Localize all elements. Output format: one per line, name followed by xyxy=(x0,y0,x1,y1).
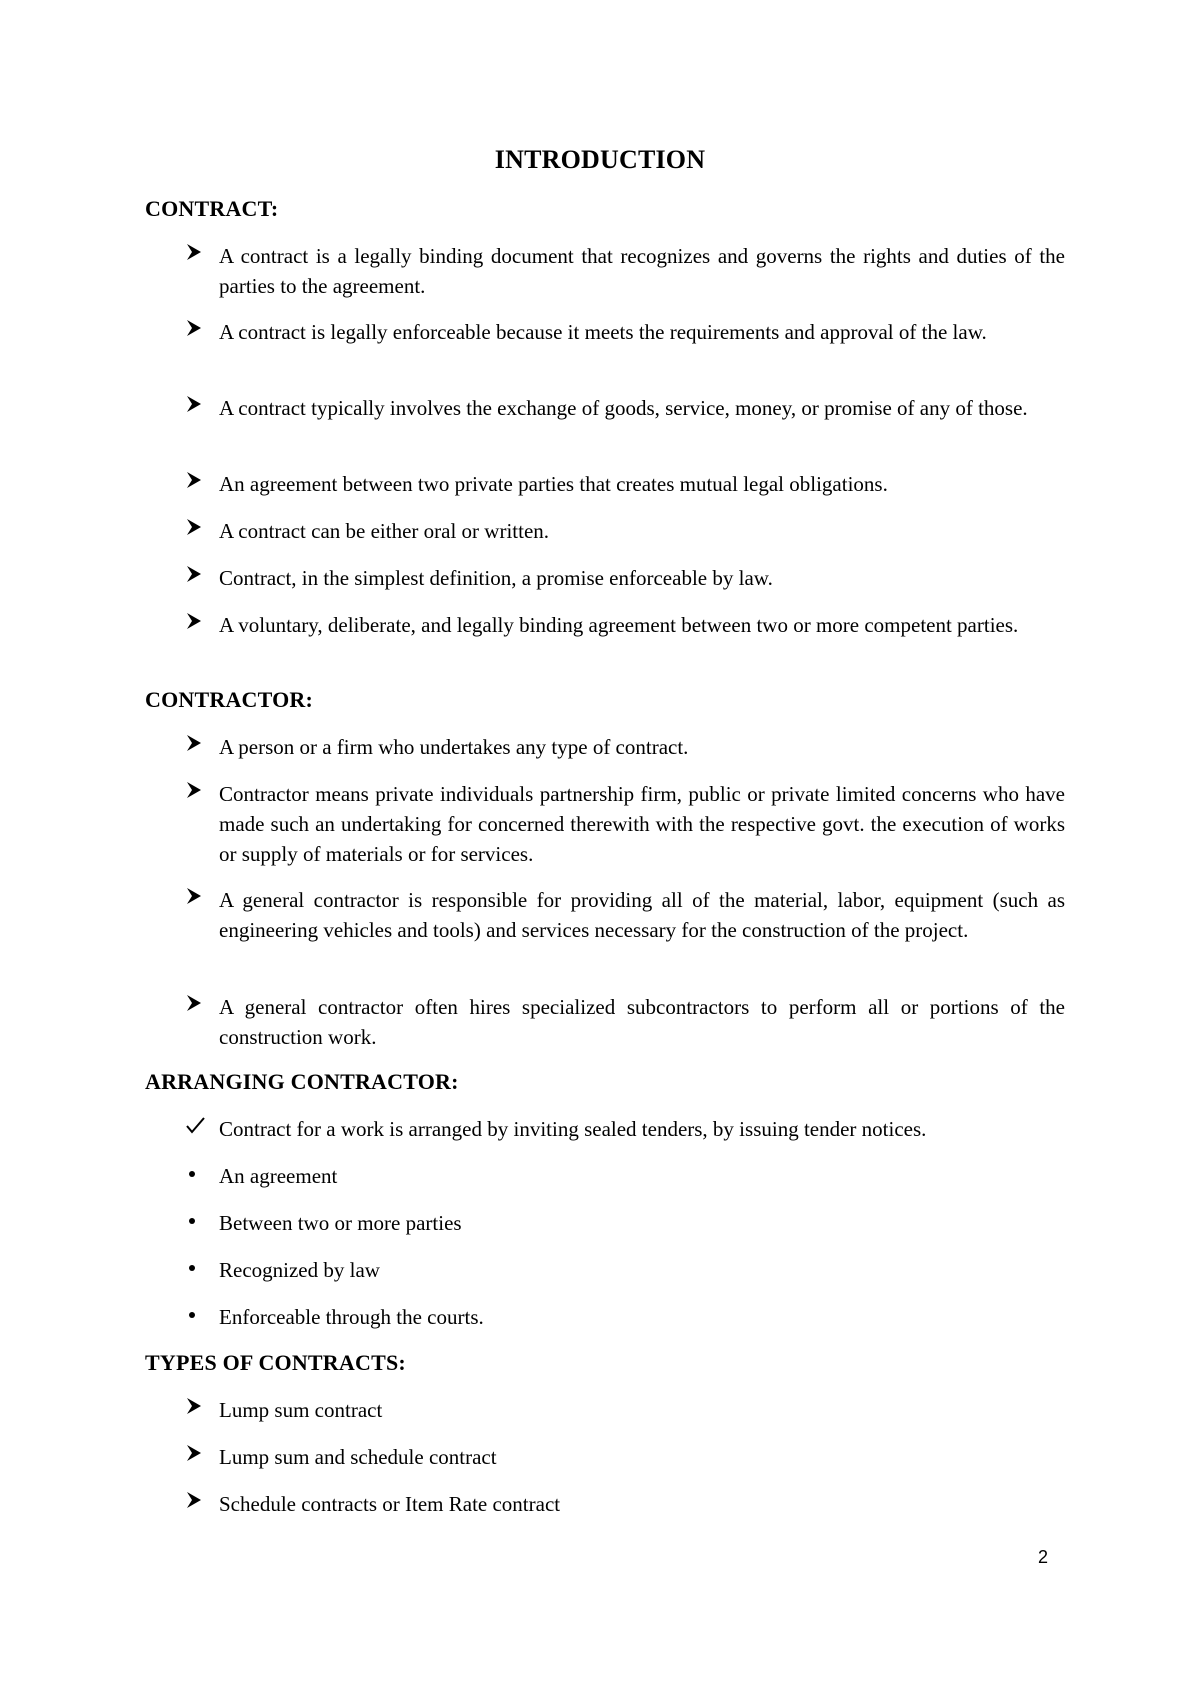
list-item xyxy=(185,1442,1065,1472)
list-item-text: An agreement between two private parties that creates mutual legal obligations. xyxy=(219,472,888,496)
list-item-text: An agreement xyxy=(219,1164,338,1188)
list-item xyxy=(185,779,1065,869)
list-item xyxy=(185,469,1065,499)
list-item-text: A contract can be either oral or written. xyxy=(219,519,550,543)
list-item xyxy=(185,732,1065,762)
arrow-bullet-icon xyxy=(185,469,219,499)
list-item-text: Contract, in the simplest definition, a promise enforceable by law. xyxy=(219,566,773,590)
dot-bullet-icon xyxy=(185,1302,219,1332)
list-item-text: A contract is legally enforceable because it meets the requirements and approval of the law. xyxy=(219,320,987,344)
arrow-bullet-icon xyxy=(185,1489,219,1519)
list-item-text: A general contractor is responsible for providing all of the material, labor, equipment (such as engineering vehicles and tools) and services necessary for the construction of the project. xyxy=(219,888,1065,942)
list-item-text: A general contractor often hires specialized subcontractors to perform all or portions of the construction work. xyxy=(219,995,1065,1049)
section-heading-types-of-contracts: TYPES OF CONTRACTS: xyxy=(145,1350,406,1375)
arrow-bullet-icon xyxy=(185,992,219,1022)
arrow-bullet-icon xyxy=(185,610,219,640)
list-item xyxy=(185,1395,1065,1425)
list-item xyxy=(185,1489,1065,1519)
list-item-text: Contract for a work is arranged by inviting sealed tenders, by issuing tender notices. xyxy=(219,1117,927,1141)
list-item-text: A voluntary, deliberate, and legally binding agreement between two or more competent parties. xyxy=(219,613,1019,637)
list-item xyxy=(185,1114,1065,1144)
list-item xyxy=(185,1255,1065,1285)
list-item-text: Lump sum contract xyxy=(219,1398,383,1422)
arrow-bullet-icon xyxy=(185,1395,219,1425)
arrow-bullet-icon xyxy=(185,779,219,809)
list-item xyxy=(185,1302,1065,1332)
list-item xyxy=(185,1208,1065,1238)
list-item-text: Recognized by law xyxy=(219,1258,380,1282)
list-item-text: Schedule contracts or Item Rate contract xyxy=(219,1492,561,1516)
list-item-text: Between two or more parties xyxy=(219,1211,462,1235)
dot-bullet-icon xyxy=(185,1161,219,1191)
list-item xyxy=(185,610,1065,640)
arrow-bullet-icon xyxy=(185,1442,219,1472)
arrow-bullet-icon xyxy=(185,732,219,762)
section-heading-arranging-contractor: ARRANGING CONTRACTOR: xyxy=(145,1069,459,1094)
page-title: INTRODUCTION xyxy=(494,145,706,174)
arrow-bullet-icon xyxy=(185,241,219,271)
arrow-bullet-icon xyxy=(185,317,219,347)
arrow-bullet-icon xyxy=(185,516,219,546)
list-item xyxy=(185,992,1065,1052)
list-item xyxy=(185,241,1065,301)
dot-bullet-icon xyxy=(185,1255,219,1285)
arrow-bullet-icon xyxy=(185,393,219,423)
list-item-text: A contract is a legally binding document that recognizes and governs the rights and duties of the parties to the agreement. xyxy=(219,244,1065,298)
checkmark-bullet-icon xyxy=(185,1114,219,1144)
list-item xyxy=(185,393,1065,423)
list-item xyxy=(185,885,1065,945)
arrow-bullet-icon xyxy=(185,563,219,593)
list-item-text: Lump sum and schedule contract xyxy=(219,1445,497,1469)
arrow-bullet-icon xyxy=(185,885,219,915)
section-heading-contract: CONTRACT: xyxy=(145,196,279,221)
list-item-text: Contractor means private individuals partnership firm, public or private limited concerns who have made such an undertaking for concerned therewith with the respective govt. the execution of works or supply of materials or for services. xyxy=(219,782,1065,866)
list-item xyxy=(185,516,1065,546)
page-number: 2 xyxy=(1037,1547,1048,1567)
list-item-text: Enforceable through the courts. xyxy=(219,1305,484,1329)
list-item-text: A contract typically involves the exchange of goods, service, money, or promise of any of those. xyxy=(219,396,1028,420)
list-item xyxy=(185,563,1065,593)
list-item xyxy=(185,317,1065,347)
list-item xyxy=(185,1161,1065,1191)
section-heading-contractor: CONTRACTOR: xyxy=(145,687,314,712)
dot-bullet-icon xyxy=(185,1208,219,1238)
list-item-text: A person or a firm who undertakes any type of contract. xyxy=(219,735,689,759)
